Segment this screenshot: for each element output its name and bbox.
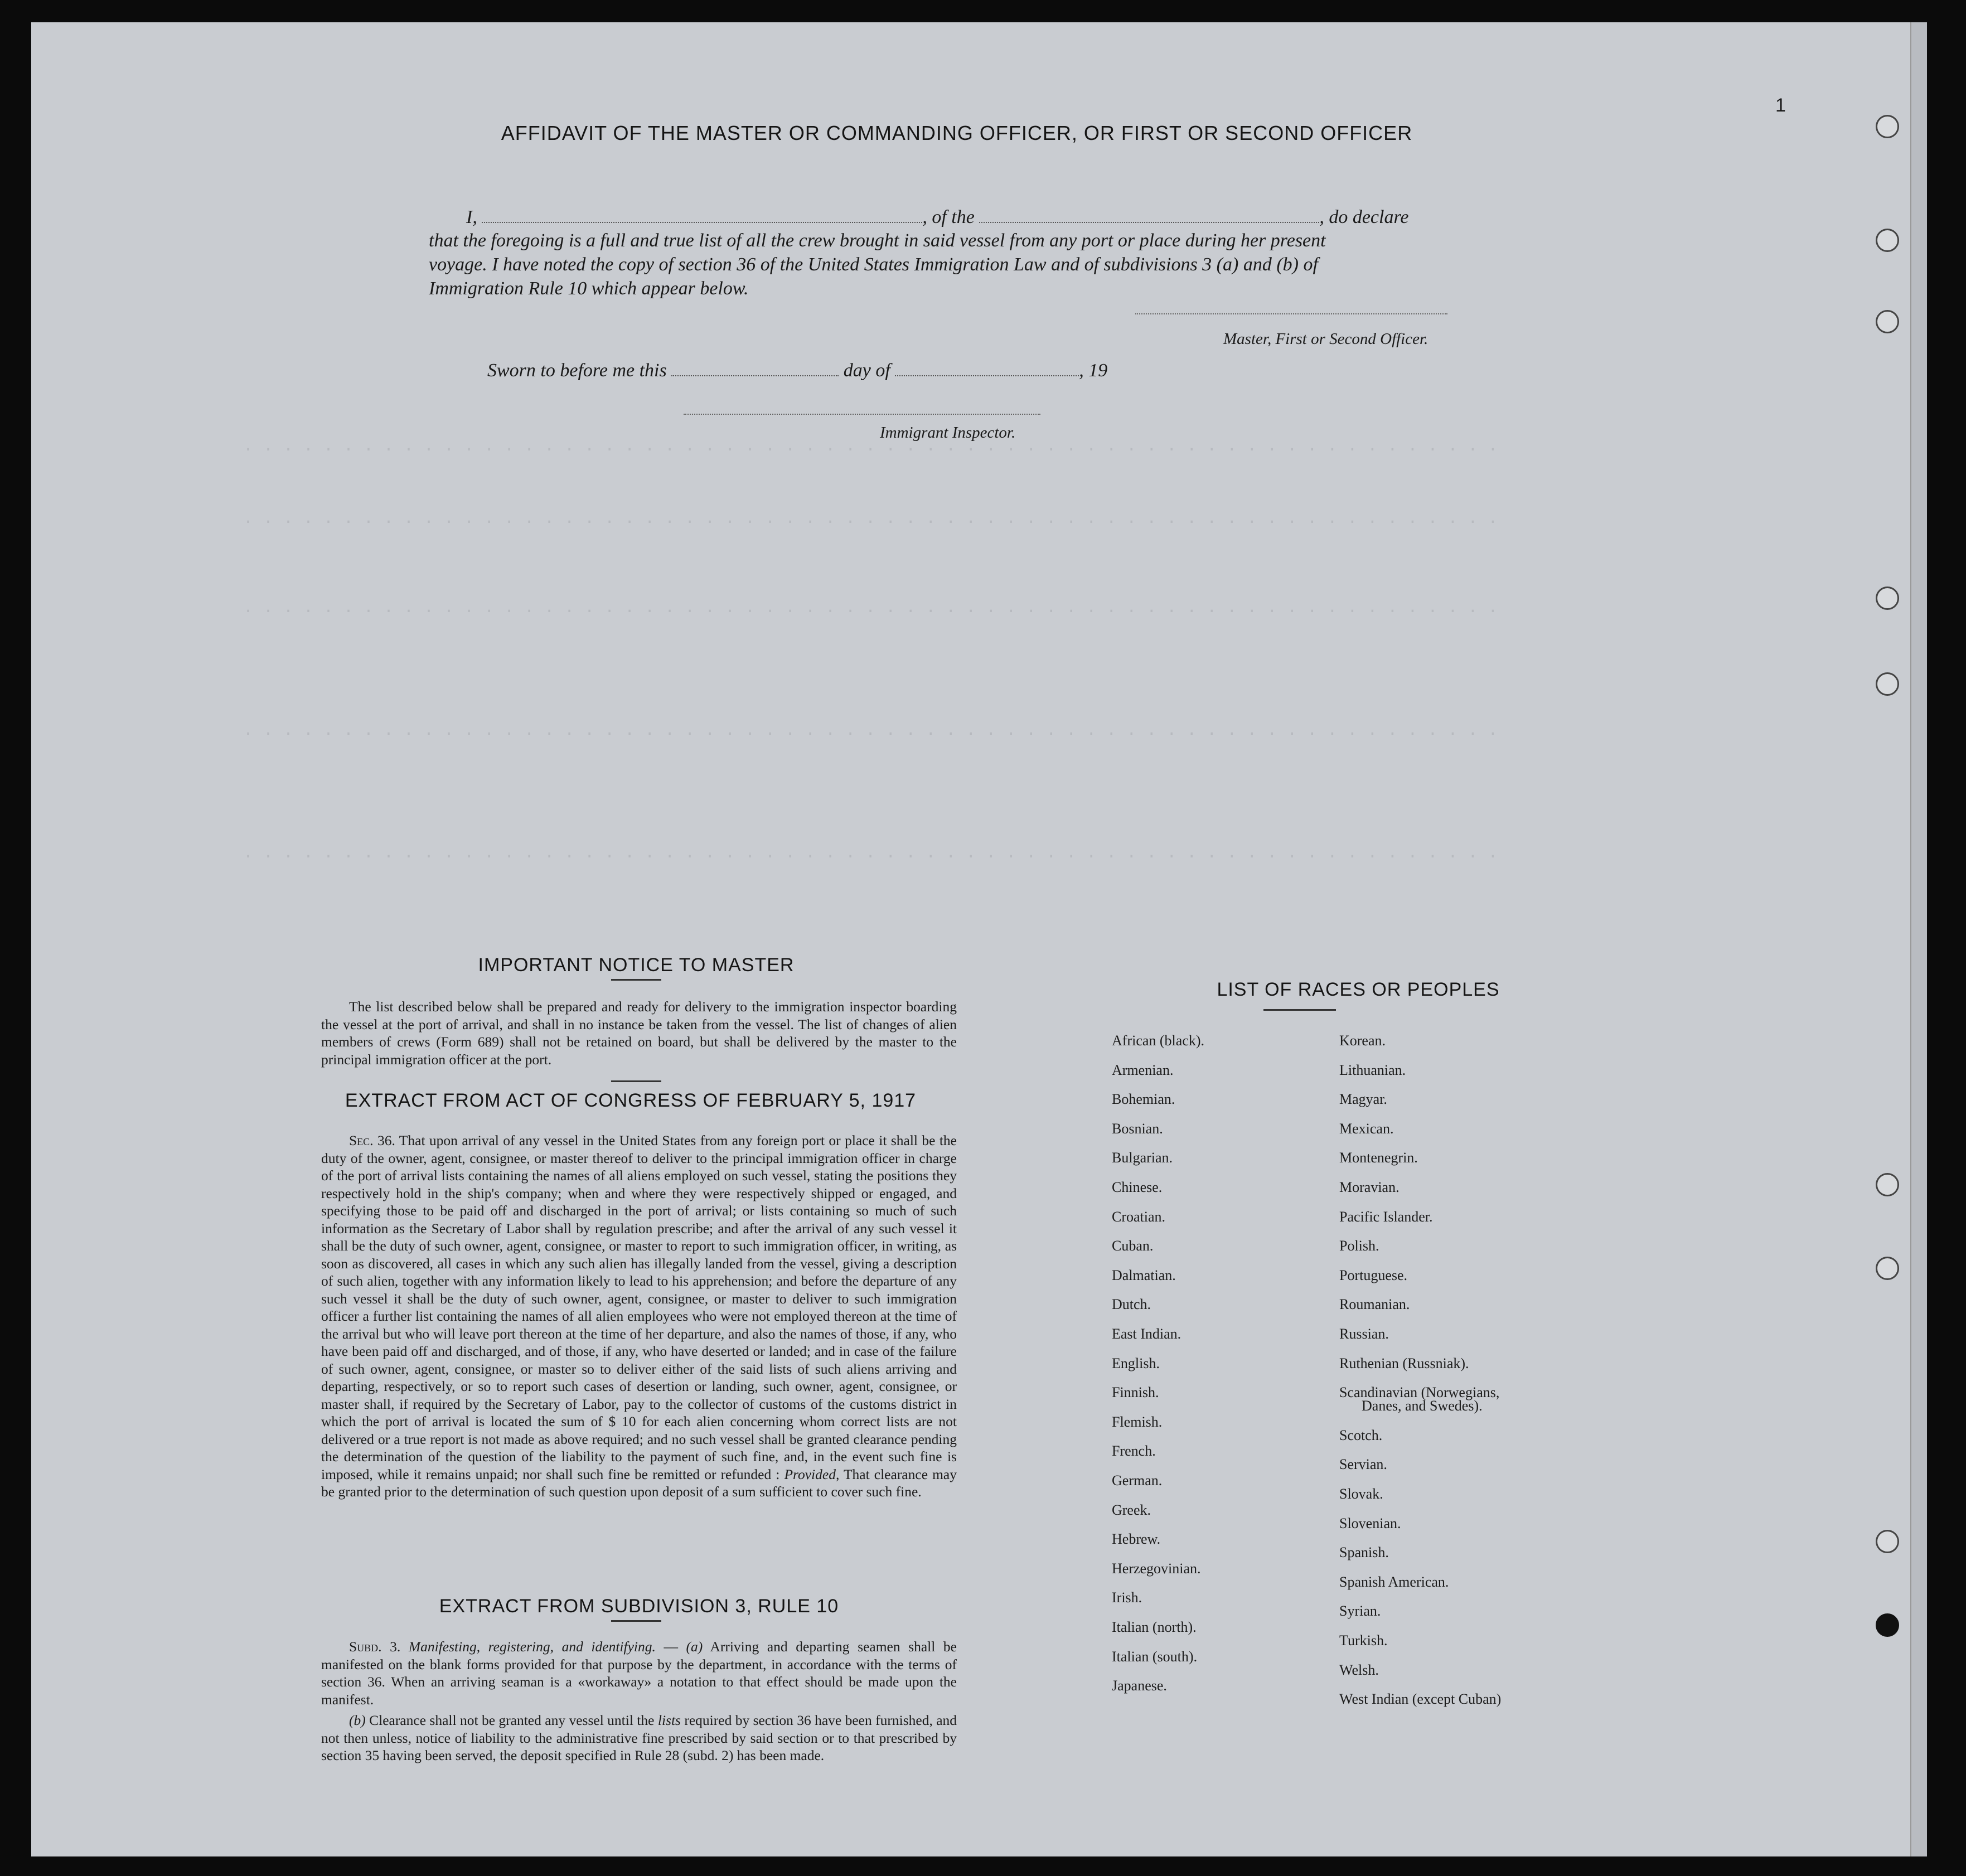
race-list-item: Italian (north). xyxy=(1112,1619,1197,1635)
name-blank xyxy=(482,206,922,223)
race-list-item: Polish. xyxy=(1339,1238,1379,1254)
race-list-item: Scandinavian (Norwegians, xyxy=(1339,1384,1500,1401)
affidavit-line-3: voyage. I have noted the copy of section 36 of the United States Immigration Law and of subdivisions 3 (a) and (b) of xyxy=(429,254,1318,275)
race-list-item: Korean. xyxy=(1339,1032,1386,1049)
race-list-item: Finnish. xyxy=(1112,1384,1159,1401)
race-list-item: Danes, and Swedes). xyxy=(1362,1398,1483,1414)
race-list-item: Magyar. xyxy=(1339,1091,1387,1108)
binder-hole xyxy=(1876,1613,1899,1637)
act-text: That upon arrival of any vessel in the United States from any foreign port or place it shall be the duty of the owner, agent, consignee, or master thereof to deliver to the principal immigration officer in charge of the port of arrival lists containing the names of all aliens employed on such vessel, stating the positions they respectively hold in the ship's company; when and where they were respectively shipped or engaged, and specifying those to be paid off and discharged in the port of arrival; or lists containing so much of such information as the Secretary of Labor shall by regulation prescribe; and after the arrival of any such vessel it shall be the duty of such owner, agent, consignee, or master to report to such immigration officer, in writing, as soon as discovered, all cases in which any such alien has illegally landed from the vessel, giving a description of such alien, together with any information likely to lead to his apprehension; and before the departure of any such vessel it shall be the duty of such owner, agent, consignee, or master to deliver to such immigration officer a further list containing the names of all alien employees who were not employed thereon at the time of the arrival but who will leave port thereon at the time of her departure, and also the names of those, if any, who have been paid off and discharged, and of those, if any, who have deserted or landed; and in case of the failure of such owner, agent, consignee, or master so to deliver either of the said lists of such aliens arriving and departing, respectively, or so to report such cases of desertion or landing, such owner, agent, consignee, or master shall, if required by the Secretary of Labor, pay to the collector of customs of the customs district in which the port of arrival is located the sum of $ 10 for each alien concerning whom correct lists are not delivered or a true report is not made as above required; and no such vessel shall be granted clearance pending the determination of the question of the liability to the payment of such fine, and, in the event such fine is imposed, while it remains unpaid; nor shall such fine be remitted or refunded : xyxy=(321,1132,957,1482)
act-rule xyxy=(611,1080,661,1082)
race-list-item: Servian. xyxy=(1339,1456,1387,1473)
race-list-item: Russian. xyxy=(1339,1326,1389,1342)
inspector-caption: Immigrant Inspector. xyxy=(880,424,1016,442)
rule-rule xyxy=(611,1620,661,1622)
binder-hole xyxy=(1876,115,1899,138)
race-list-item: Dalmatian. xyxy=(1112,1267,1176,1283)
rule-part-b xyxy=(321,1712,957,1764)
page-edge xyxy=(1910,22,1927,1856)
notice-rule xyxy=(611,979,661,981)
year-label: , 19 xyxy=(1079,360,1108,381)
race-list-item: Greek. xyxy=(1112,1501,1151,1518)
notice-title: IMPORTANT NOTICE TO MASTER xyxy=(478,954,795,976)
binder-hole xyxy=(1876,672,1899,696)
sworn-line xyxy=(487,360,1107,381)
sworn-prefix: Sworn to before me this xyxy=(487,360,667,381)
inspector-signature-line xyxy=(684,414,1040,415)
i-label: I, xyxy=(466,207,477,227)
race-list-item: Hebrew. xyxy=(1112,1531,1161,1548)
race-list-item: Bohemian. xyxy=(1112,1091,1175,1108)
affidavit-line-4: Immigration Rule 10 which appear below. xyxy=(429,278,749,299)
part-b-text-2: required by section 36 have been furnished, and not then unless, notice of liability to the administrative fine prescribed by said section or to that prescribed by section 35 having been served, the deposit specified in Rule 28 (subd. 2) has been made. xyxy=(321,1712,957,1763)
race-list-item: Cuban. xyxy=(1112,1238,1154,1254)
race-list-item: Mexican. xyxy=(1339,1120,1394,1137)
document-page: · · · · · · · · · · · · · · · · · · · · · · · · · · · · · · · · · · · · · · · · · · · · · · · · · · · · · · · · · · · · · · · · · · · · · · · · · · · · · · · · · · · · · · · · · · · · · · · · · · · · · · · · · · · · · · · · · · · · · · · · · · · · · · · · · · · · · · · · · · · · · · · · · · · · · · · · · · · · · · · · · · · · · · · · · · · · · · · · · · · · · · · · · · · · · · · · · · · · · · · · · · · · · · · · · · · · · · · · · · · · · · · · · · · · · · · · · · · · · · · · · · · · · · · · · · · · · · · · · · · · · · · · · · · · · · · · · · · · · · · · · · · · · · · · · · · · · · · · · · · · · · · · · · · · · · · · · · · 1 AFFIDAVIT OF THE MASTER OR COMMANDING OFFICER, OR FIRST OR SECOND OFFICER I, , of the , do declare that the foregoing is a full and true list of all the crew brought in said vessel from any port or place during her present voyage. I have noted the copy of section 36 of the United States Immigration Law and of subdivisions 3 (a) and (b) of Immigration Rule 10 which appear below. Master, First or Second Officer. Sworn to before me this day of , 19 Immigrant Inspector. IMPORTANT NOTICE TO MASTER The list described below shall be prepared and ready for delivery to the immigration inspector boarding the vessel at the port of arrival, and shall in no instance be taken from the vessel. The list of changes of alien members of crews (Form 689) shall not be retained on board, but shall be delivered by the master to the principal immigration officer at the port. EXTRACT FROM ACT OF CONGRESS OF FEBRUARY 5, 1917 Sec. 36. That upon arrival of any vessel in the United States from any foreign port or place it shall be the duty of the owner, agent, consignee, or master thereof to deliver to the principal immigration officer in charge of the port of arrival lists containing the names of all aliens employed on such vessel, stating the positions they respectively hold in the ship's company; when and where they were respectively shipped or engaged, and specifying those to be paid off and discharged in the port of arrival; or lists containing so much of such information as the Secretary of Labor shall by regulation prescribe; and after the arrival of any such vessel it shall be the duty of such owner, agent, consignee, or master to report to such immigration officer, in writing, as soon as discovered, all cases in which any such alien has illegally landed from the vessel, giving a description of such alien, together with any information likely to lead to his apprehension; and before the departure of any such vessel it shall be the duty of such owner, agent, consignee, or master to deliver to such immigration officer a further list containing the names of all alien employees who were not employed thereon at the time of the arrival but who will leave port thereon at the time of her departure, and also the names of those, if any, who have been paid off and discharged, and of those, if any, who have deserted or landed; and in case of the failure of such owner, agent, consignee, or master so to deliver either of the said lists of such aliens arriving and departing, respectively, or so to report such cases of desertion or landing, such owner, agent, consignee, or master shall, if required by the Secretary of Labor, pay to the collector of customs of the customs district in which the port of arrival is located the sum of $ 10 for each alien concerning whom correct lists are not delivered or a true report is not made as above required; and no such vessel shall be granted clearance pending the determination of the question of the liability to the payment of such fine, and, in the event such fine is imposed, while it remains unpaid; nor shall such fine be remitted or refunded : Provided, That clearance may be granted prior to the determination of such question upon deposit of a sum sufficient to cover such fine. EXTRACT FROM SUBDIVISION 3, RULE 10 Subd. 3. Manifesting, registering, and identifying. — (a) Arriving and departing seamen shall be manifested on the blank forms provided for that purpose by the department, in accordance with the terms of section 36. When an arriving seaman is a «workaway» a notation to that effect should be made upon the manifest. (b) Clearance shall not be granted any vessel until the lists required by section 36 have been furnished, and not then unless, notice of liability to the administrative fine prescribed by said section or to that prescribed by section 35 having been served, the deposit specified in Rule 28 (subd. 2) has been made. LIST OF RACES OR PEOPLES African (black). Armenian. Bohemian. Bosnian. Bulgarian. Chinese. Croatian. Cuban. Dalmatian. Dutch. East Indian. English. Finnish. Flemish. French. German. Greek. Hebrew. Herzegovinian. Irish. Italian (north). Italian (south). Japanese. Korean. Lithuanian. Magyar. Mexican. Montenegrin. Moravian. Pacific Islander. Polish. Portuguese. Roumanian. Russian. Ruthenian (Russniak). Scandinavian (Norwegians, Danes, and Swedes). Scotch. Servian. Slovak. Slovenian. Spanish. Spanish American. Syrian. Turkish. Welsh. West Indian (except Cuban) xyxy=(31,22,1927,1856)
race-list-item: Bulgarian. xyxy=(1112,1150,1173,1166)
race-list-item: Japanese. xyxy=(1112,1678,1167,1694)
part-b-label: (b) xyxy=(349,1712,366,1728)
race-list-item: Scotch. xyxy=(1339,1427,1383,1443)
part-a-text: Arriving and departing seamen shall be manifested on the blank forms provided for that purpose by the department, in accordance with the terms of section 36. When an arriving seaman is a «workaway» a notation to that effect should be made upon the manifest. xyxy=(321,1639,957,1708)
part-a-label: (a) xyxy=(686,1639,703,1655)
day-of-label: day of xyxy=(843,360,890,381)
binder-hole xyxy=(1876,586,1899,610)
signature-line xyxy=(1135,313,1447,314)
race-list-item: Italian (south). xyxy=(1112,1648,1198,1665)
race-list-item: Roumanian. xyxy=(1339,1296,1410,1313)
race-list-item: Syrian. xyxy=(1339,1603,1381,1620)
race-list-item: French. xyxy=(1112,1443,1156,1460)
part-b-lists: lists xyxy=(657,1712,681,1728)
binder-hole xyxy=(1876,310,1899,333)
do-declare-label: , do declare xyxy=(1319,207,1409,227)
subd-label: Subd. 3. xyxy=(349,1639,401,1655)
race-list-item: Turkish. xyxy=(1339,1632,1388,1649)
races-rule xyxy=(1263,1009,1336,1011)
affidavit-title: AFFIDAVIT OF THE MASTER OR COMMANDING OFFICER, OR FIRST OR SECOND OFFICER xyxy=(501,122,1413,144)
act-body xyxy=(321,1132,957,1501)
section-label: Sec. 36. xyxy=(349,1132,395,1148)
race-list-item: German. xyxy=(1112,1472,1163,1489)
race-list-item: Spanish. xyxy=(1339,1544,1389,1561)
race-list-item: Slovak. xyxy=(1339,1486,1383,1502)
race-list-item: African (black). xyxy=(1112,1032,1205,1049)
rule-part-a: Subd. 3. Manifesting, registering, and identifying. — (a) Arriving and departing seamen shall be manifested on the blank forms provided for that purpose by the department, in accordance with the terms of section 36. When an arriving seaman is a «workaway» a notation to that effect should be made upon the manifest. xyxy=(321,1639,957,1708)
signature-caption: Master, First or Second Officer. xyxy=(1223,330,1429,348)
binder-hole xyxy=(1876,229,1899,252)
race-list-item: Bosnian. xyxy=(1112,1120,1163,1137)
race-list-item: West Indian (except Cuban) xyxy=(1339,1691,1502,1708)
subd-title: Manifesting, registering, and identifying. xyxy=(408,1639,656,1655)
binder-hole xyxy=(1876,1173,1899,1196)
provided-label: Provided, xyxy=(784,1466,840,1482)
part-b-text-1: Clearance shall not be granted any vessel until the xyxy=(369,1712,655,1728)
race-list-item: Armenian. xyxy=(1112,1061,1174,1078)
race-list-item: Portuguese. xyxy=(1339,1267,1408,1283)
race-list-item: Dutch. xyxy=(1112,1296,1151,1313)
affidavit-line-2: that the foregoing is a full and true list of all the crew brought in said vessel from any port or place during her present xyxy=(429,230,1326,251)
race-list-item: Irish. xyxy=(1112,1589,1142,1606)
race-list-item: Chinese. xyxy=(1112,1179,1163,1195)
race-list-item: East Indian. xyxy=(1112,1326,1181,1342)
race-list-item: Croatian. xyxy=(1112,1208,1166,1225)
act-text-end: That clearance may be granted prior to the determination of such question upon deposit of a sum sufficient to cover such fine. xyxy=(321,1466,957,1500)
race-list-item: Lithuanian. xyxy=(1339,1061,1406,1078)
day-blank xyxy=(671,360,839,376)
race-list-item: Pacific Islander. xyxy=(1339,1208,1433,1225)
race-list-item: Slovenian. xyxy=(1339,1515,1401,1531)
race-list-item: Spanish American. xyxy=(1339,1573,1449,1590)
races-title: LIST OF RACES OR PEOPLES xyxy=(1217,979,1500,1000)
notice-body: The list described below shall be prepared and ready for delivery to the immigration inspector boarding the vessel at the port of arrival, and shall in no instance be taken from the vessel. The list of changes of alien members of crews (Form 689) shall not be retained on board, but shall be delivered by the master to the principal immigration officer at the port. xyxy=(321,998,957,1068)
act-title: EXTRACT FROM ACT OF CONGRESS OF FEBRUARY 5, 1917 xyxy=(345,1090,917,1111)
binder-hole xyxy=(1876,1530,1899,1553)
race-list-item: Welsh. xyxy=(1339,1661,1379,1678)
rule-title: EXTRACT FROM SUBDIVISION 3, RULE 10 xyxy=(439,1596,839,1617)
binder-hole xyxy=(1876,1257,1899,1280)
affidavit-line-1 xyxy=(466,206,1409,228)
race-list-item: Herzegovinian. xyxy=(1112,1560,1201,1577)
race-list-item: Flemish. xyxy=(1112,1413,1163,1430)
race-list-item: English. xyxy=(1112,1355,1160,1371)
vessel-blank xyxy=(979,206,1319,223)
race-list-item: Ruthenian (Russniak). xyxy=(1339,1355,1469,1371)
month-blank xyxy=(895,360,1079,376)
race-list-item: Montenegrin. xyxy=(1339,1150,1418,1166)
race-list-item: Moravian. xyxy=(1339,1179,1400,1195)
of-the-label: , of the xyxy=(922,207,975,227)
page-number: 1 xyxy=(1775,95,1786,116)
